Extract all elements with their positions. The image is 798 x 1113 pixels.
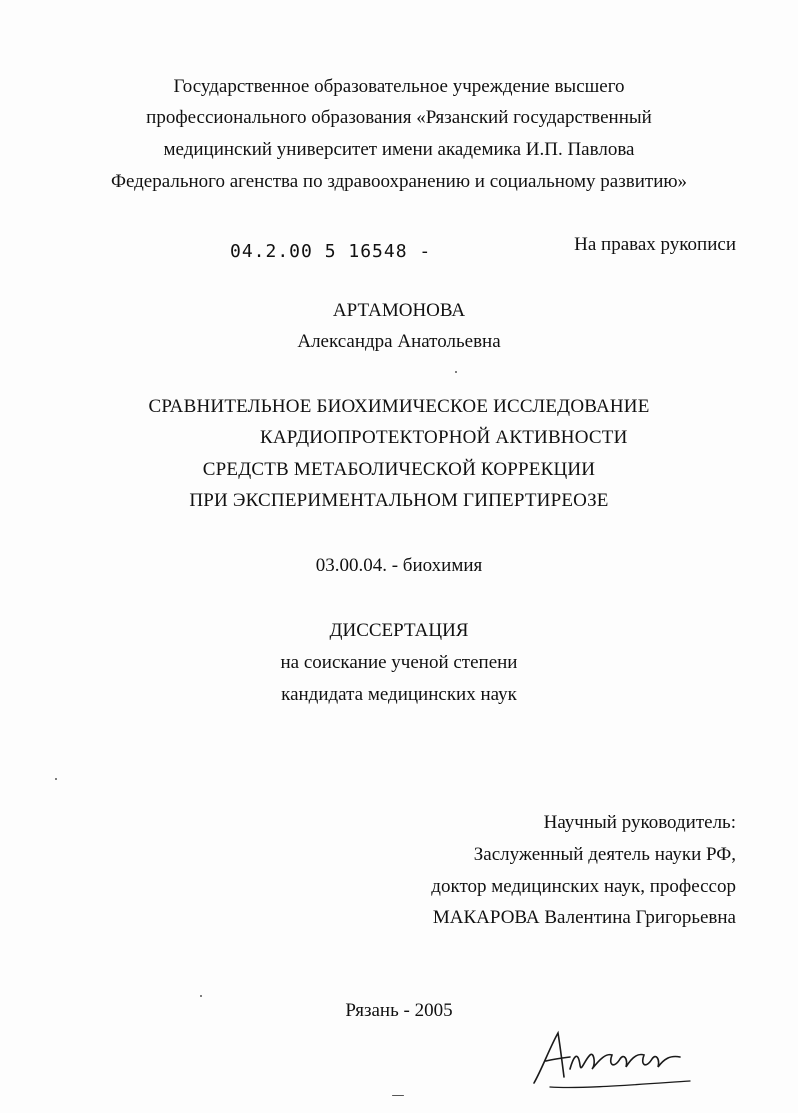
title-line-3: СРЕДСТВ МЕТАБОЛИЧЕСКОЙ КОРРЕКЦИИ	[202, 459, 596, 480]
institution-line-4: Федерального агенства по здравоохранению и социальному развитию»	[110, 171, 688, 192]
supervisor-label: Научный руководитель:	[543, 812, 736, 833]
scan-speck	[200, 995, 202, 997]
title-line-2: КАРДИОПРОТЕКТОРНОЙ АКТИВНОСТИ	[260, 427, 628, 448]
author-given-names: Александра Анатольевна	[297, 331, 501, 352]
title-line-4: ПРИ ЭКСПЕРИМЕНТАЛЬНОМ ГИПЕРТИРЕОЗЕ	[189, 490, 609, 511]
specialty: 03.00.04. - биохимия	[315, 555, 483, 576]
scan-speck	[455, 371, 457, 373]
scan-speck	[55, 778, 57, 780]
rights-notice: На правах рукописи	[574, 234, 736, 255]
place-year: Рязань - 2005	[345, 1000, 453, 1021]
signature-icon	[520, 1025, 700, 1095]
document-type-line-1: на соискание ученой степени	[280, 652, 518, 673]
supervisor-name: МАКАРОВА Валентина Григорьевна	[432, 907, 736, 928]
registry-number: 04.2.00 5 16548 -	[230, 241, 432, 262]
institution-line-3: медицинский университет имени академика И.П. Павлова	[163, 139, 635, 160]
author-surname: АРТАМОНОВА	[332, 300, 466, 321]
supervisor-line-1: Заслуженный деятель науки РФ,	[473, 844, 736, 865]
title-line-1: СРАВНИТЕЛЬНОЕ БИОХИМИЧЕСКОЕ ИССЛЕДОВАНИЕ	[148, 396, 650, 417]
document-type-heading: ДИССЕРТАЦИЯ	[329, 620, 469, 641]
document-type-line-2: кандидата медицинских наук	[281, 684, 517, 705]
supervisor-line-2: доктор медицинских наук, профессор	[431, 876, 736, 897]
institution-line-1: Государственное образовательное учреждение высшего	[173, 76, 625, 97]
scan-speck	[392, 1095, 404, 1096]
institution-line-2: профессионального образования «Рязанский государственный	[146, 107, 652, 128]
